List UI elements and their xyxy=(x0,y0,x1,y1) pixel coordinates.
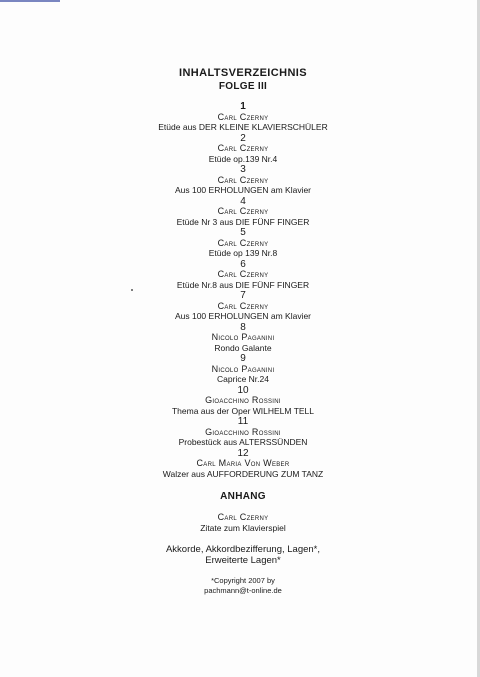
appendix-note-line2: Erweiterte Lagen* xyxy=(205,555,281,566)
entry-number: 4 xyxy=(240,195,246,207)
toc-entry xyxy=(0,290,480,322)
entry-composer: Carl Czerny xyxy=(217,174,269,185)
entry-number: 5 xyxy=(240,227,246,238)
entry-composer: Carl Czerny xyxy=(217,143,269,153)
entry-number: 9 xyxy=(240,353,246,364)
appendix-composer: Carl Czerny xyxy=(217,512,269,522)
toc-entry xyxy=(0,133,480,165)
entry-piece: Etüde Nr.8 aus DIE FÜNF FINGER xyxy=(176,279,310,290)
entry-composer: Nicolo Paganini xyxy=(211,332,275,342)
copyright-notice xyxy=(0,576,480,595)
entry-piece: Aus 100 ERHOLUNGEN am Klavier xyxy=(174,311,312,321)
scan-edge-mark xyxy=(0,0,60,2)
toc-entry xyxy=(0,227,480,259)
entry-number: 11 xyxy=(237,416,249,427)
entry-piece: Aus 100 ERHOLUNGEN am Klavier xyxy=(174,185,312,195)
table-of-contents xyxy=(0,66,480,595)
entry-number: 1 xyxy=(240,101,246,112)
entry-number: 12 xyxy=(237,447,249,459)
entry-composer: Carl Czerny xyxy=(217,237,269,248)
entry-composer: Nicolo Paganini xyxy=(211,363,275,374)
toc-entry xyxy=(0,259,480,291)
entry-number: 8 xyxy=(240,321,246,333)
entry-composer: Carl Maria Von Weber xyxy=(196,458,290,468)
toc-entry xyxy=(0,196,480,228)
appendix-note-line1: Akkorde, Akkordbezifferung, Lagen*, xyxy=(165,544,321,555)
toc-entry xyxy=(0,164,480,196)
entry-composer: Carl Czerny xyxy=(217,206,269,216)
entry-piece: Rondo Galante xyxy=(214,342,272,353)
entry-piece: Thema aus der Oper WILHELM TELL xyxy=(171,405,315,416)
entry-piece: Probestück aus ALTERSSÜNDEN xyxy=(178,437,308,447)
copyright-line: *Copyright 2007 by xyxy=(211,576,275,585)
entry-piece: Etüde aus DER KLEINE KLAVIERSCHÜLER xyxy=(158,122,328,132)
entry-composer: Carl Czerny xyxy=(217,300,269,311)
entry-piece: Etüde Nr 3 aus DIE FÜNF FINGER xyxy=(176,216,310,227)
appendix-piece: Zitate zum Klavierspiel xyxy=(200,523,286,533)
entry-piece: Etüde op.139 Nr.4 xyxy=(208,153,278,164)
entry-piece: Caprice Nr.24 xyxy=(217,374,269,384)
toc-entry xyxy=(0,101,480,133)
entry-composer: Gioacchino Rossini xyxy=(205,395,281,405)
toc-entry xyxy=(0,416,480,448)
entry-piece: Walzer aus AUFFORDERUNG ZUM TANZ xyxy=(162,468,324,479)
appendix-title: ANHANG xyxy=(220,491,266,502)
page-title: INHALTSVERZEICHNIS xyxy=(178,67,307,79)
page-subtitle: FOLGE III xyxy=(218,81,268,92)
toc-entry xyxy=(0,385,480,417)
entry-number: 6 xyxy=(240,258,246,270)
entry-number: 10 xyxy=(237,384,249,396)
toc-entry xyxy=(0,322,480,354)
entry-composer: Carl Czerny xyxy=(217,111,269,122)
toc-entry xyxy=(0,448,480,480)
copyright-email: pachmann@t-online.de xyxy=(204,585,282,595)
entry-composer: Carl Czerny xyxy=(217,269,269,279)
entry-piece: Etüde op 139 Nr.8 xyxy=(208,248,278,258)
entry-number: 3 xyxy=(240,164,246,175)
entry-number: 7 xyxy=(240,290,246,301)
entry-number: 2 xyxy=(240,132,246,144)
toc-entry xyxy=(0,353,480,385)
entry-composer: Gioacchino Rossini xyxy=(205,426,281,437)
